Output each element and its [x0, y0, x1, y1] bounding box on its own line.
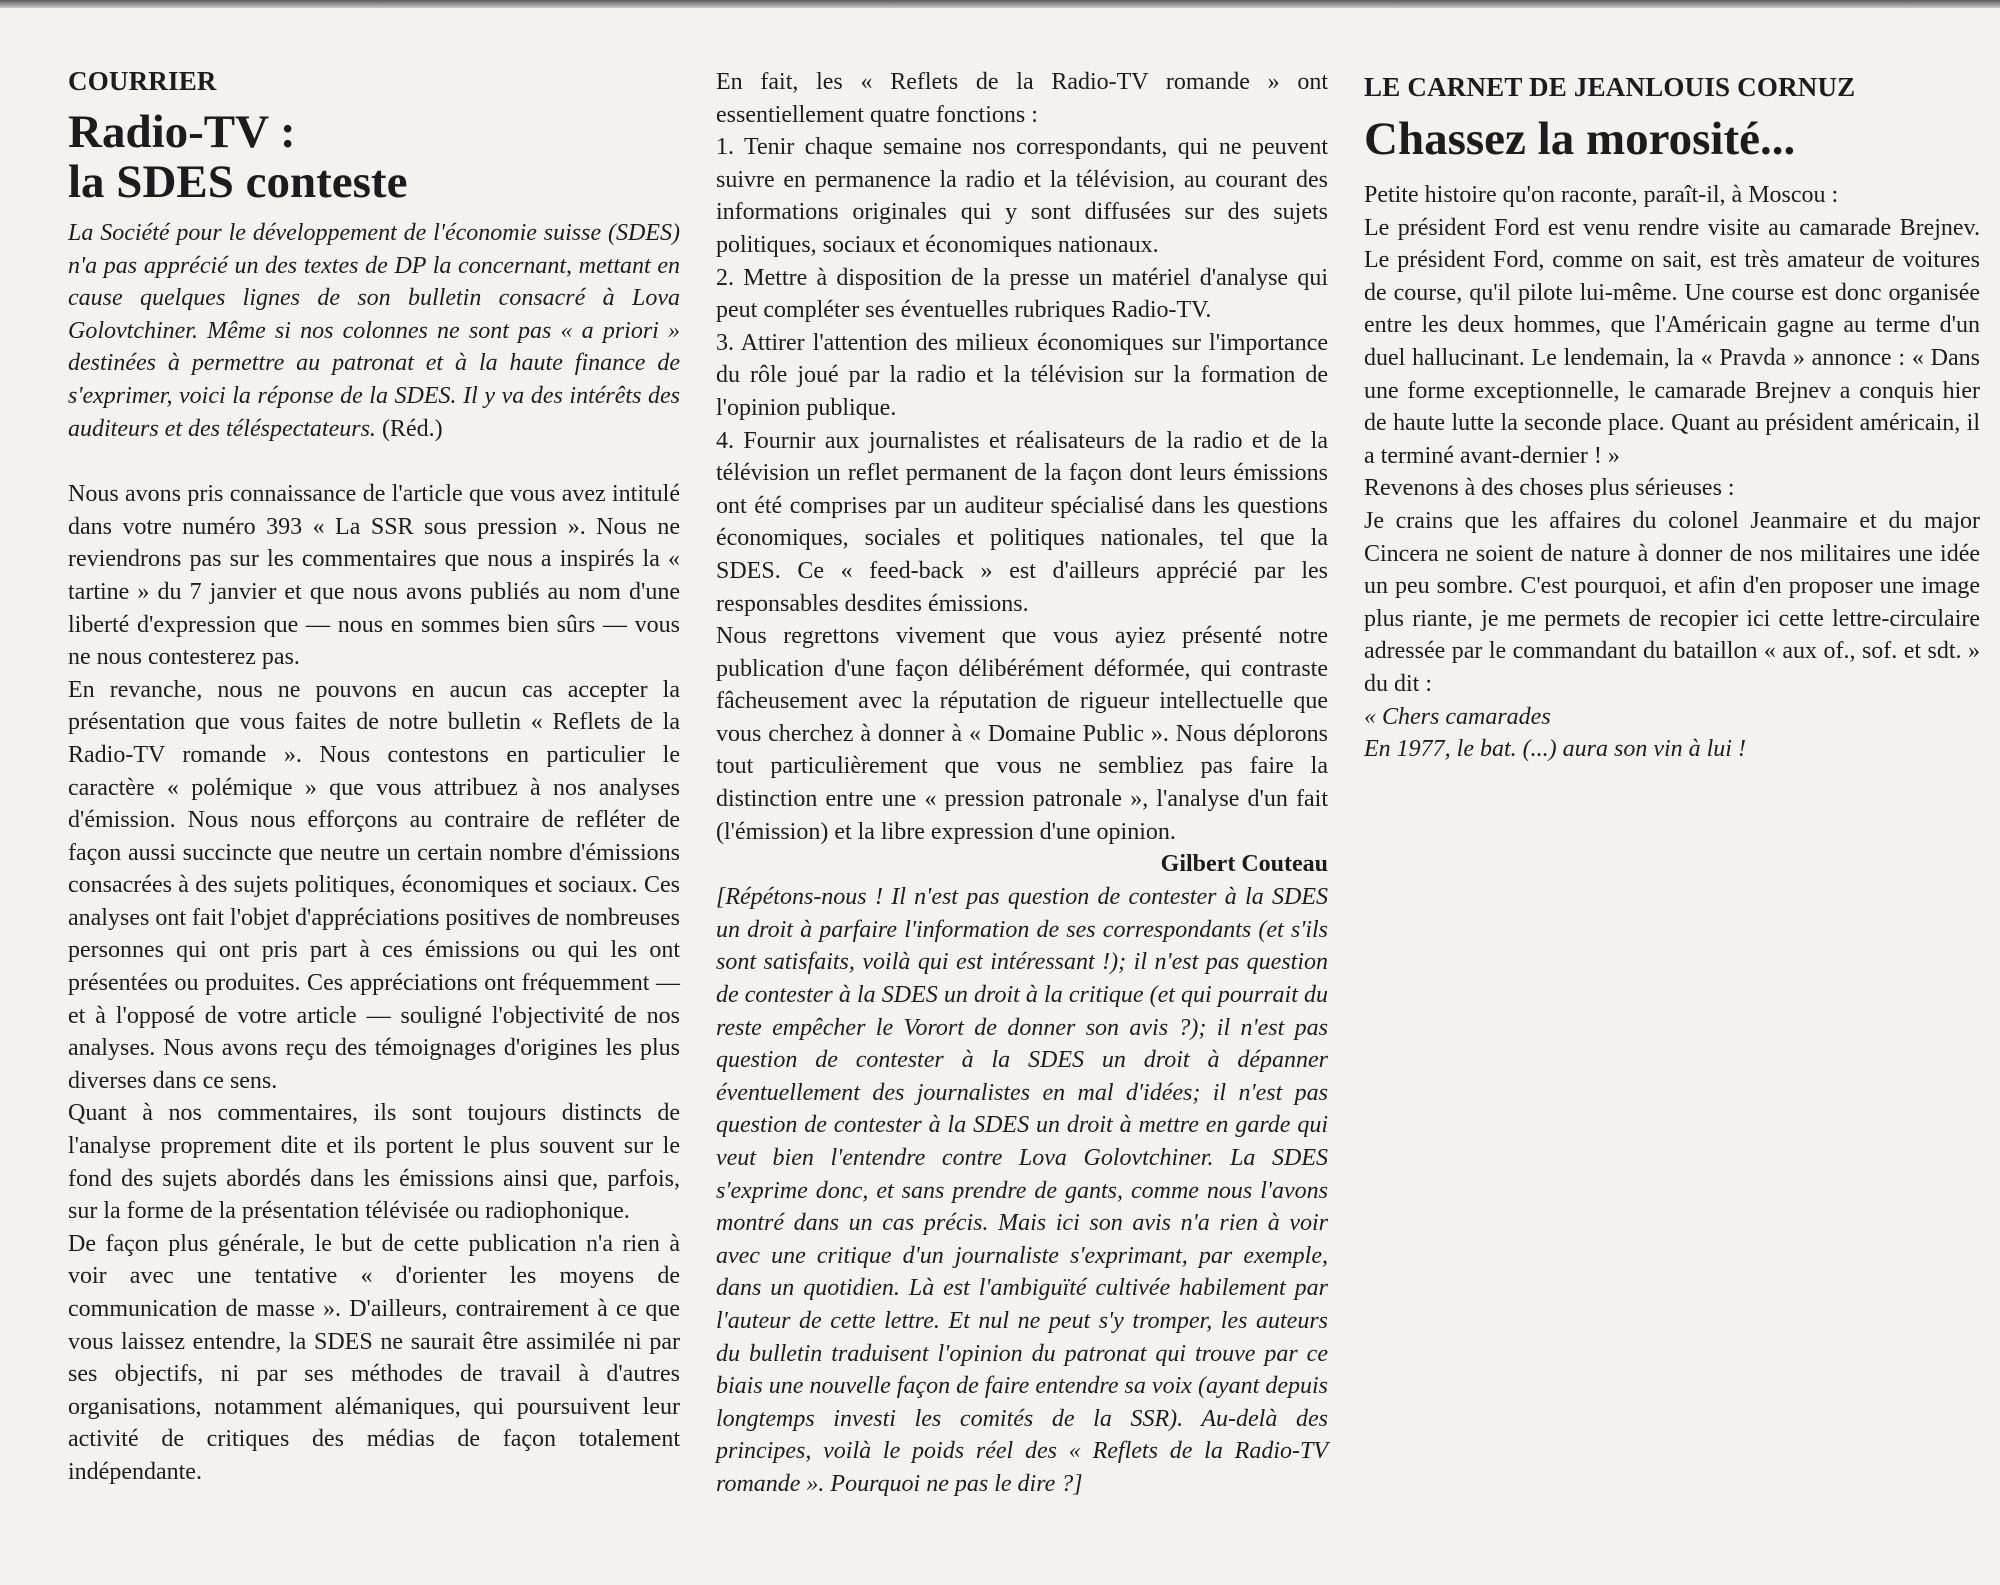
- spacer: [68, 445, 680, 478]
- function-item: 4. Fournir aux journalistes et réalisateurs de la radio et de la télévision un reflet permanent de la façon dont leurs émissions ont été comprises par un auditeur spécialisé dans les questions économiques, sociales et politiques nationales, tel que la SDES. Ce « feed-back » est d'ailleurs apprécié par les responsables desdites émissions.: [716, 427, 1328, 617]
- editor-intro: [68, 217, 680, 445]
- page-top-rule: [0, 0, 2000, 8]
- closing-text: Nous regrettons vivement que vous ayiez présenté notre publication d'une façon délibérément déformée, qui contraste fâcheusement avec la réputation de rigueur intellectuelle que vous cherchez à donner à « Domaine Public ». Nous déplorons tout particulièrement que vous ne sembliez pas faire la distinction entre une « pression patronale », l'analyse d'un fait (l'émission) et la libre expression d'une opinion.: [716, 623, 1328, 845]
- intro-text: La Société pour le développement de l'économie suisse (SDES) n'a pas apprécié un des textes de DP la concernant, mettant en cause quelques lignes de son bulletin consacré à Lova Golovtchiner. Même si nos colonnes ne sont pas « a priori » destinées à permettre au patronat et à la haute finance de s'exprimer, voici la réponse de la SDES. Il y va des intérêts des auditeurs et des téléspectateurs.: [68, 220, 680, 442]
- article-paragraph: Je crains que les affaires du colonel Jeanmaire et du major Cincera ne soient de nature à donner de nos militaires une idée un peu sombre. C'est pourquoi, et afin d'en proposer une image plus riante, je me permets de recopier ici cette lettre-circulaire adressée par le commandant du bataillon « aux of., sof. et sdt. » du dit :: [1364, 507, 1980, 697]
- column-1: [68, 66, 680, 1489]
- editor-reply: [Répétons-nous ! Il n'est pas question de contester à la SDES un droit à parfaire l'information de ses correspondants (et s'ils sont satisfaits, voilà qui est intéressant !); il n'est pas question de contester à la SDES un droit à la critique (et qui pourrait du reste empêcher le Vorort de donner son avis ?); il n'est pas question de contester à la SDES un droit à dépanner éventuellement des journalistes en mal d'idées; il n'est pas question de contester à la SDES un droit à mettre en garde qui veut bien l'entendre contre Lova Golovtchiner. La SDES s'exprime donc, et sans prendre de gants, comme nous l'avons montré dans un cas précis. Mais ici son avis n'a rien à voir avec une critique d'un journaliste s'exprimant, par exemple, dans un quotidien. Là est l'ambiguïté cultivée habilement par l'auteur de cette lettre. Et nul ne peut s'y tromper, les auteurs du bulletin traduisent l'opinion du patronat qui trouve par ce biais une nouvelle façon de faire entendre sa voix (ayant depuis longtemps investi les comités de la SSR). Au-delà des principes, voilà le poids réel des « Reflets de la Radio-TV romande ». Pourquoi ne pas le dire ?]: [716, 884, 1328, 1497]
- article-paragraph: Petite histoire qu'on raconte, paraît-il, à Moscou :: [1364, 182, 1839, 208]
- intro-note: (Réd.): [381, 415, 443, 442]
- letter-paragraph: En fait, les « Reflets de la Radio-TV romande » ont essentiellement quatre fonctions :: [716, 69, 1328, 128]
- article-paragraph: Le président Ford est venu rendre visite au camarade Brejnev. Le président Ford, comme on sait, est très amateur de voitures de course, qu'il pilote lui-même. Une course est donc organisée entre les deux hommes, que l'Américain gagne au terme d'un duel hallucinant. Le lendemain, la « Pravda » annonce : « Dans une forme exceptionnelle, le camarade Brejnev a conquis hier de haute lutte la seconde place. Quant au président américain, il a terminé avant-dernier ! »: [1364, 214, 1980, 469]
- letter-paragraph: Nous avons pris connaissance de l'article que vous avez intitulé dans votre numéro 393 « La SSR sous pression ». Nous ne reviendrons pas sur les commentaires que nous a inspirés la « tartine » du 7 janvier et que nous avons publiés au nom d'une liberté d'expression que — nous en sommes bien sûrs — vous ne nous contesterez pas.: [68, 481, 680, 671]
- title-line-1: Radio-TV :: [68, 106, 296, 158]
- article-paragraph: Revenons à des choses plus sérieuses :: [1364, 475, 1735, 502]
- function-item: 2. Mettre à disposition de la presse un matériel d'analyse qui peut compléter ses éventuelles rubriques Radio-TV.: [716, 264, 1328, 324]
- letter-paragraph: Quant à nos commentaires, ils sont toujours distincts de l'analyse proprement dite et ils portent le plus souvent sur le fond des sujets abordés dans les émissions ainsi que, parfois, sur la forme de la présentation télévisée ou radiophonique.: [68, 1100, 680, 1225]
- quote-line: « Chers camarades: [1364, 703, 1551, 730]
- letter-paragraph: De façon plus générale, le but de cette publication n'a rien à voir avec une tentative « d'orienter les moyens de communication de masse ». D'ailleurs, contrairement à ce que vous laissez entendre, la SDES ne saurait être assimilée ni par ses objectifs, ni par ses méthodes de travail à d'autres organisations, notamment alémaniques, qui poursuivent leur activité de critiques des médias de façon totalement indépendante.: [68, 1230, 680, 1485]
- article-title: [68, 107, 680, 207]
- title-line-2: la SDES conteste: [68, 156, 408, 208]
- letter-paragraph: [716, 620, 1328, 878]
- column-2: [716, 66, 1328, 1501]
- section-kicker: LE CARNET DE JEANLOUIS CORNUZ: [1364, 72, 1856, 102]
- function-item: 1. Tenir chaque semaine nos correspondants, qui ne peuvent suivre en permanence la radio et la télévision, au courant des informations originales qui y sont diffusées sur des sujets politiques, sociaux et économiques nationaux.: [716, 134, 1328, 258]
- column-3: [1364, 66, 1980, 766]
- function-item: 3. Attirer l'attention des milieux économiques sur l'importance du rôle joué par la radio et la télévision sur la formation de l'opinion publique.: [716, 329, 1328, 421]
- article-title: Chassez la morosité...: [1364, 113, 1796, 165]
- letter-paragraph: En revanche, nous ne pouvons en aucun cas accepter la présentation que vous faites de notre bulletin « Reflets de la Radio-TV romande ». Nous contestons en particulier le caractère « polémique » que vous attribuez à nos analyses d'émission. Nous nous efforçons au contraire de refléter de façon aussi succincte que neutre un certain nombre d'émissions consacrées à des sujets politiques, économiques et sociaux. Ces analyses ont fait l'objet d'appréciations positives de nombreuses personnes qui ont pris part à ces émissions ou qui les ont présentées ou produites. Ces appréciations ont fréquemment — et à l'opposé de votre article — souligné l'objectivité de nos analyses. Nous avons reçu des témoignages d'origines les plus diverses dans ce sens.: [68, 676, 680, 1094]
- signature: Gilbert Couteau: [1160, 851, 1328, 878]
- section-kicker: COURRIER: [68, 66, 217, 96]
- quote-line: En 1977, le bat. (...) aura son vin à lui !: [1364, 736, 1746, 763]
